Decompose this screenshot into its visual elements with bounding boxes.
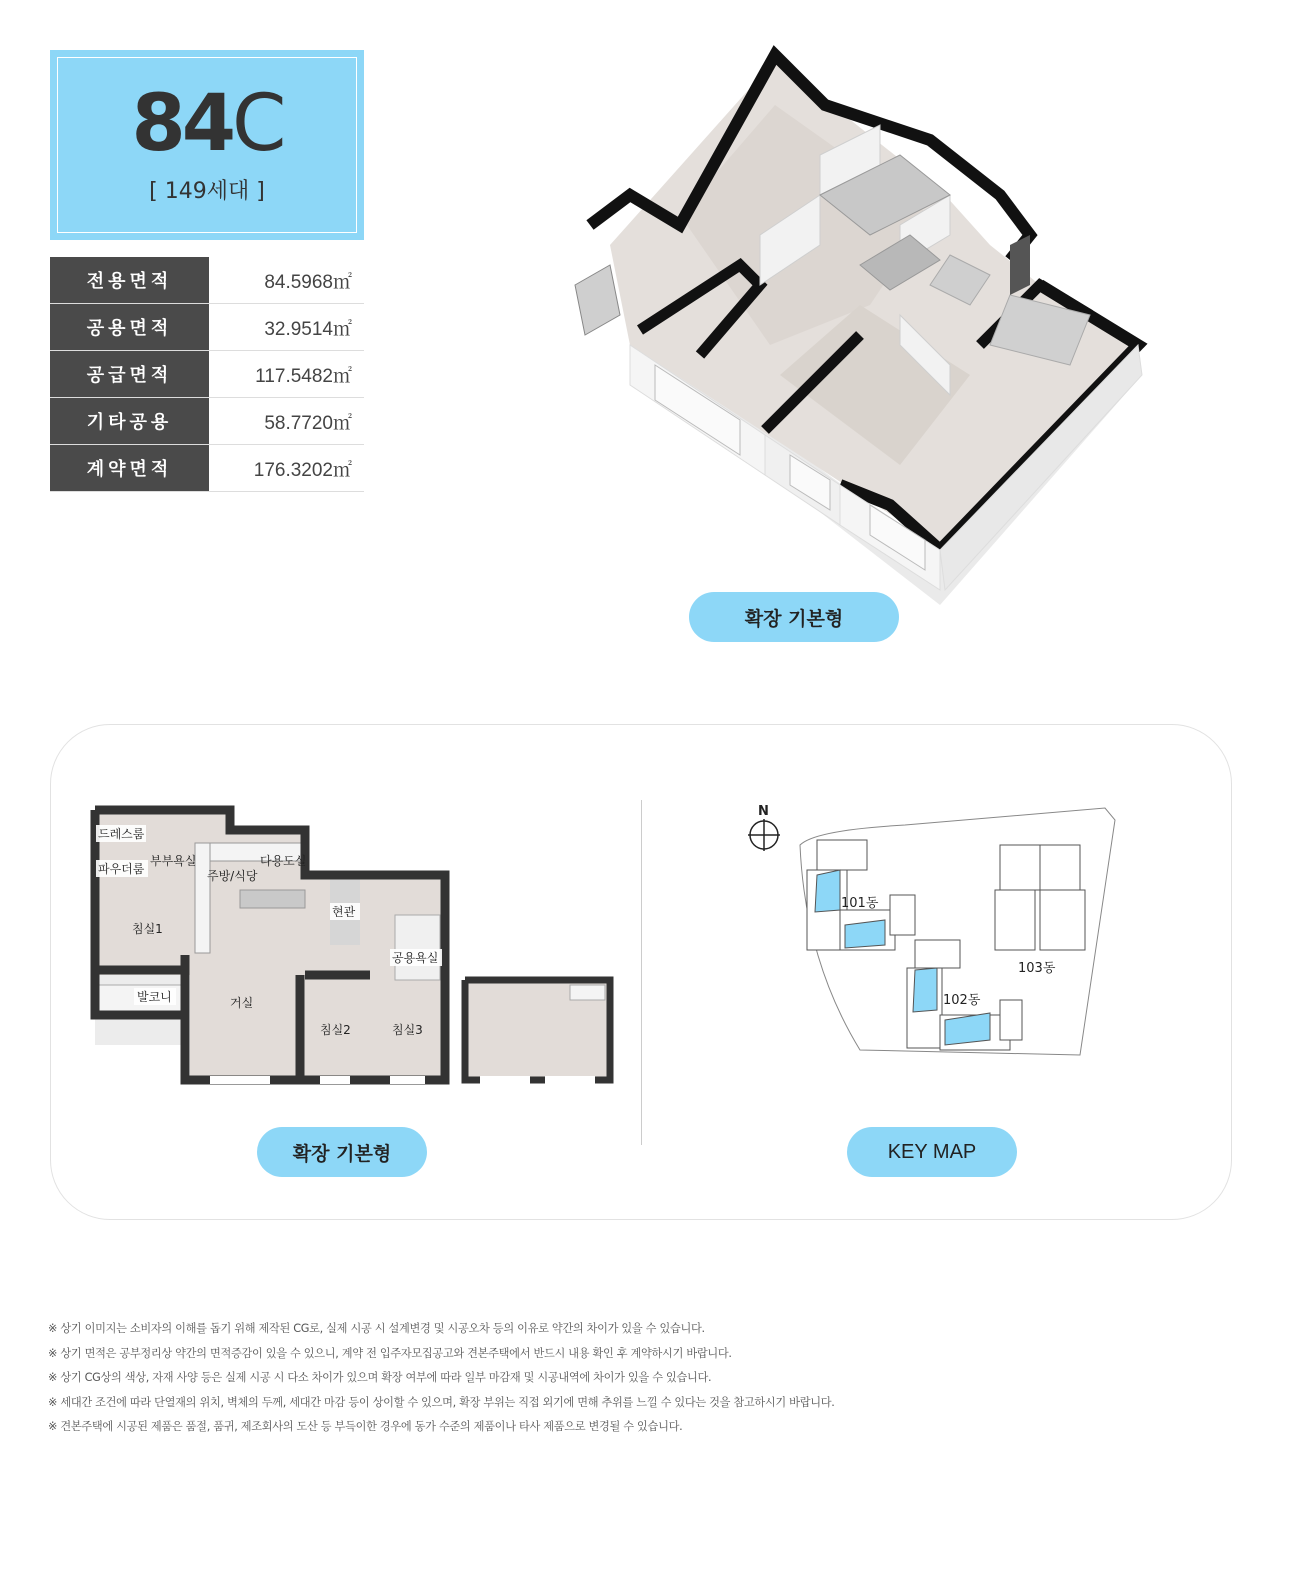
room-label-utility: 다용도실 <box>260 854 307 868</box>
area-value: 84.5968㎡ <box>264 271 352 293</box>
unit-type-title <box>50 79 364 169</box>
room-label-balcony: 발코니 <box>137 990 172 1004</box>
area-row <box>50 304 364 351</box>
isometric-floor-plan-image <box>570 45 1150 615</box>
iso-plan-caption-button[interactable]: 확장 기본형 <box>689 592 899 642</box>
disclaimer-note: ※ 상기 CG상의 색상, 자재 사양 등은 실제 시공 시 다소 차이가 있으며 확장 여부에 따라 일부 마감재 및 시공내역에 차이가 있을 수 있습니다. <box>48 1371 712 1384</box>
area-row <box>50 351 364 398</box>
unit-type-badge <box>50 50 364 240</box>
disclaimer-note: ※ 상기 면적은 공부정리상 약간의 면적증감이 있을 수 있으니, 계약 전 입주자모집공고와 견본주택에서 반드시 내용 확인 후 계약하시기 바랍니다. <box>48 1346 732 1360</box>
room-label-common-bath: 공용욕실 <box>392 951 439 965</box>
room-label-living: 거실 <box>230 996 254 1010</box>
room-label-entrance: 현관 <box>332 905 356 919</box>
key-map-caption-button[interactable]: KEY MAP <box>847 1127 1017 1177</box>
room-label-bed1: 침실1 <box>132 922 163 936</box>
area-row <box>50 445 364 492</box>
area-label: 공급면적 <box>50 351 209 397</box>
area-label: 공용면적 <box>50 304 209 350</box>
north-label: N <box>758 804 769 819</box>
room-label-bed2: 침실2 <box>320 1023 351 1037</box>
building-101-label: 101동 <box>841 896 879 911</box>
area-value: 117.5482㎡ <box>255 365 352 387</box>
room-label-bed3: 침실3 <box>392 1023 423 1037</box>
area-label: 전용면적 <box>50 257 209 303</box>
building-102-label: 102동 <box>943 993 981 1008</box>
area-row <box>50 398 364 445</box>
room-label-kitchen: 주방/식당 <box>207 869 258 883</box>
room-label-master-bath: 부부욕실 <box>150 854 197 868</box>
unit-type-letter: C <box>232 79 283 169</box>
area-label: 계약면적 <box>50 445 209 491</box>
unit-count: [ 149세대 ] <box>149 179 265 204</box>
unit-type-number: 84 <box>131 79 233 169</box>
key-map-image <box>745 800 1125 1060</box>
building-103-label: 103동 <box>1018 961 1056 976</box>
room-label-dress: 드레스룸 <box>98 827 145 841</box>
disclaimer-note: ※ 세대간 조건에 따라 단열재의 위치, 벽체의 두께, 세대간 마감 등이 상이할 수 있으며, 확장 부위는 직접 외기에 면해 추위를 느낄 수 있다는 것을 참고하시기 바랍니다. <box>48 1395 835 1409</box>
area-label: 기타공용 <box>50 398 209 444</box>
compass-icon <box>748 819 780 851</box>
floor-plan-caption-button[interactable]: 확장 기본형 <box>257 1127 427 1177</box>
room-label-powder: 파우더룸 <box>98 862 145 876</box>
area-row <box>50 257 364 304</box>
area-value: 58.7720㎡ <box>264 412 352 434</box>
disclaimer-note: ※ 상기 이미지는 소비자의 이해를 돕기 위해 제작된 CG로, 실제 시공 시 설계변경 및 시공오차 등의 이유로 약간의 차이가 있을 수 있습니다. <box>48 1322 705 1335</box>
area-value: 32.9514㎡ <box>264 318 352 340</box>
card-divider <box>641 800 642 1145</box>
area-value: 176.3202㎡ <box>253 459 352 481</box>
disclaimer-note: ※ 견본주택에 시공된 제품은 품절, 품귀, 제조회사의 도산 등 부득이한 경우에 동가 수준의 제품이나 타사 제품으로 변경될 수 있습니다. <box>48 1420 683 1433</box>
disclaimer-notes <box>48 1317 1248 1440</box>
area-table <box>50 257 364 492</box>
floor-plan-2d-image <box>90 805 615 1090</box>
